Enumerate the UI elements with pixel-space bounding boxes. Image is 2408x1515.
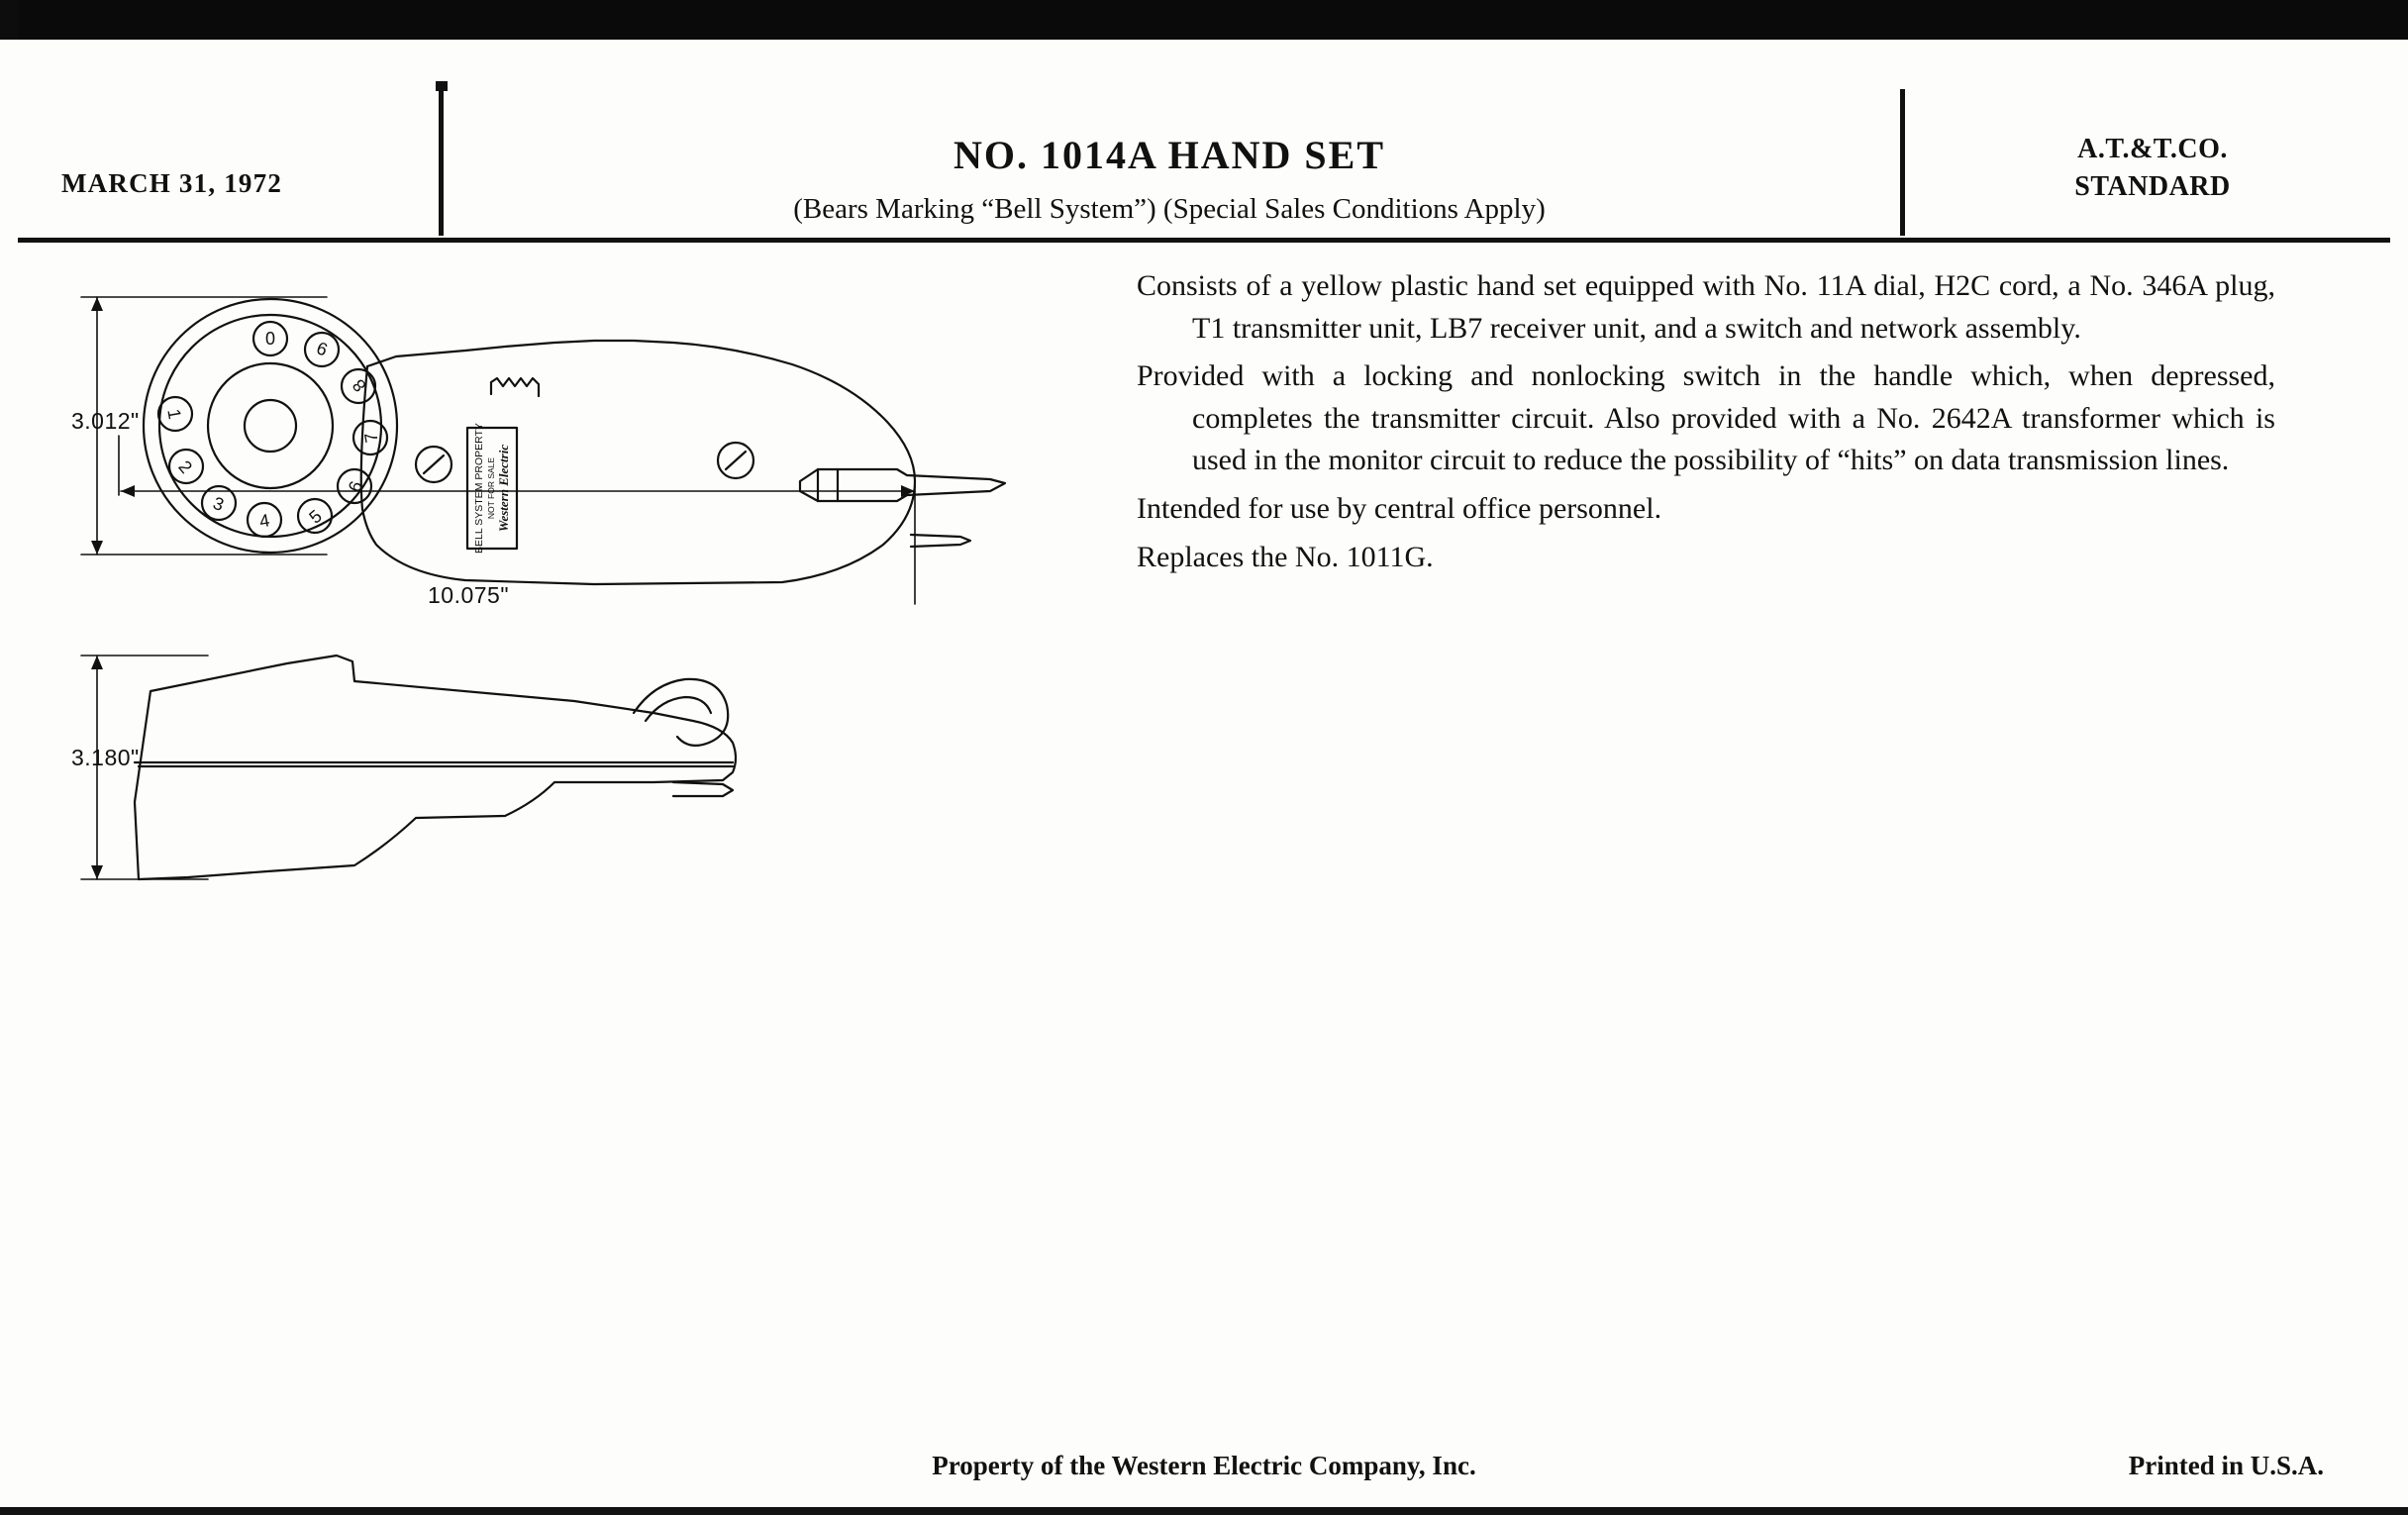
svg-text:3: 3 bbox=[210, 492, 227, 516]
standard-label-line2: STANDARD bbox=[2074, 171, 2231, 202]
dimension-label-length: 10.075" bbox=[428, 582, 510, 608]
svg-text:4: 4 bbox=[257, 510, 271, 532]
plate-line-3: Western Electric bbox=[496, 444, 511, 533]
description-paragraph: Consists of a yellow plastic hand set equipped with No. 11A dial, H2C cord, a No. 346A plug, T1 transmitter unit, LB7 receiver unit, and a switch and network assembly. bbox=[1137, 269, 2275, 345]
scan-border-top bbox=[0, 0, 2408, 42]
catalog-page bbox=[0, 40, 2408, 1515]
dimension-label-height-bottom: 3.180" bbox=[71, 745, 140, 770]
scan-border-bottom bbox=[0, 1507, 2408, 1515]
svg-text:5: 5 bbox=[305, 505, 326, 528]
plate-line-2: NOT FOR SALE bbox=[486, 456, 496, 520]
page-title: NO. 1014A HAND SET bbox=[953, 133, 1386, 177]
plate-line-1: BELL SYSTEM PROPERTY bbox=[473, 423, 485, 554]
handset-technical-drawing bbox=[40, 248, 1129, 960]
page-header bbox=[0, 40, 2408, 225]
description-paragraph: Intended for use by central office personnel. bbox=[1137, 491, 1662, 525]
side-cord-plug bbox=[673, 782, 733, 796]
dial-center-hub bbox=[245, 400, 296, 452]
header-horizontal-rule bbox=[18, 238, 2390, 243]
standard-label-line1: A.T.&T.CO. bbox=[2077, 134, 2228, 164]
svg-text:8: 8 bbox=[348, 375, 370, 396]
issue-date: MARCH 31, 1972 bbox=[61, 168, 283, 198]
name-plate-text bbox=[473, 423, 511, 554]
cord-strain-relief bbox=[491, 378, 539, 396]
description-paragraph: Provided with a locking and nonlocking switch in the handle which, when depressed, completes the transmitter circuit. Also provided with a No. 2642A transformer which is used in the monitor circuit to reduce the possibility of “hits” on data transmission lines. bbox=[1137, 359, 2275, 477]
svg-text:0: 0 bbox=[264, 328, 276, 348]
dial-finger-plate bbox=[208, 363, 333, 488]
footer-printed-in: Printed in U.S.A. bbox=[2128, 1451, 2324, 1480]
svg-text:6: 6 bbox=[344, 478, 367, 495]
dimension-label-height-top: 3.012" bbox=[71, 408, 140, 434]
handset-body-outline bbox=[362, 341, 915, 584]
svg-text:7: 7 bbox=[360, 431, 382, 445]
cord-tail bbox=[911, 535, 970, 547]
page-subtitle: (Bears Marking “Bell System”) (Special Sales Conditions Apply) bbox=[793, 193, 1546, 225]
svg-text:9: 9 bbox=[314, 337, 331, 360]
description-paragraph: Replaces the No. 1011G. bbox=[1137, 540, 1434, 573]
svg-text:2: 2 bbox=[174, 456, 197, 477]
footer-property-notice: Property of the Western Electric Company, Inc. bbox=[932, 1451, 1476, 1480]
drawing-svg bbox=[40, 248, 1129, 960]
dial-digit-labels bbox=[163, 328, 381, 532]
description-block bbox=[1137, 265, 2275, 584]
svg-text:1: 1 bbox=[163, 407, 185, 421]
